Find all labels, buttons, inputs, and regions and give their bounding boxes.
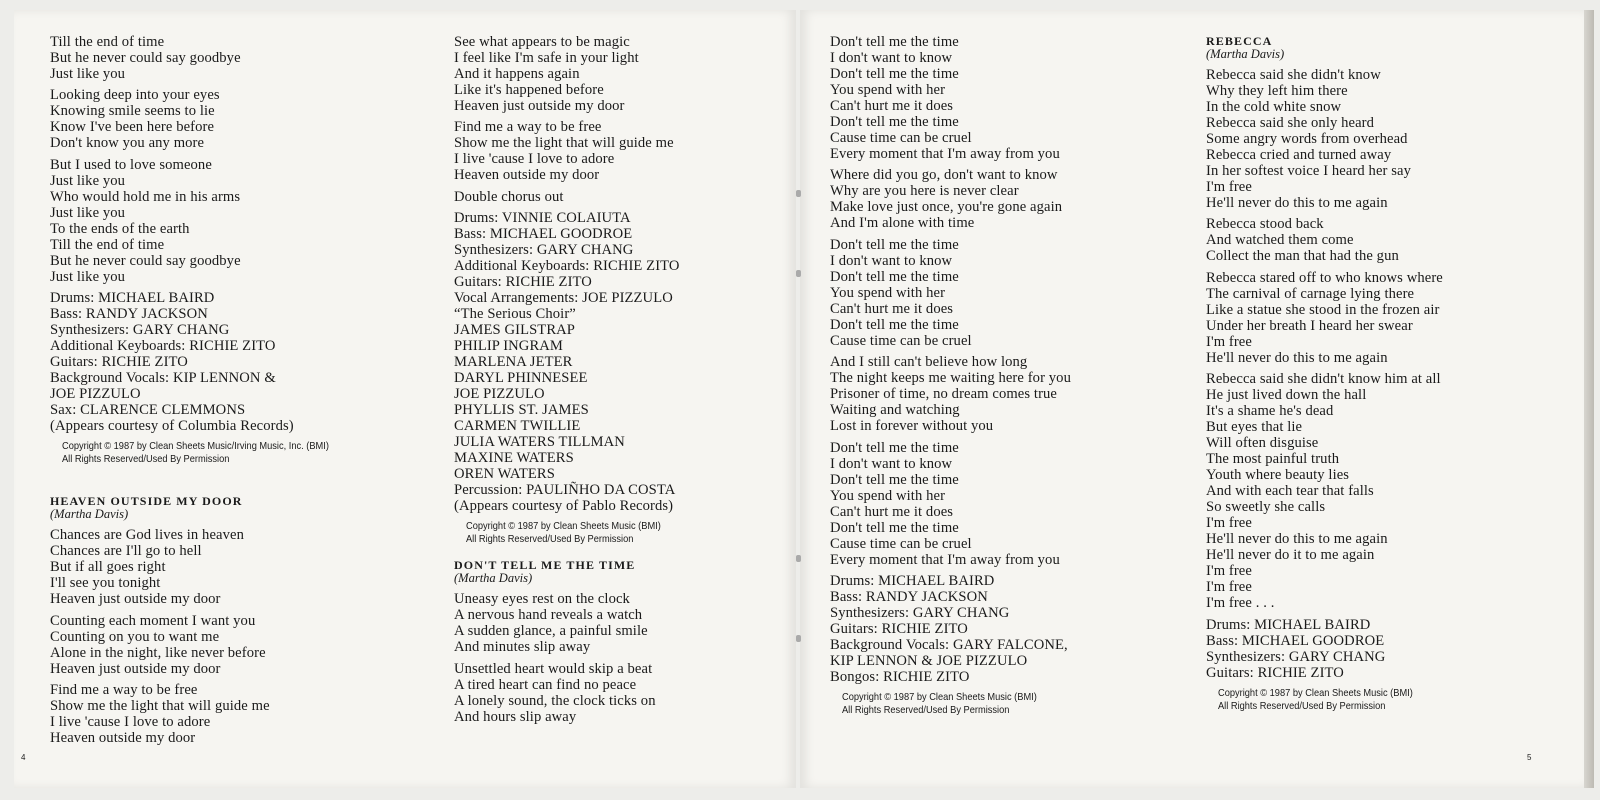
lyric-line: You spend with her	[830, 284, 946, 301]
lyric-line: Some angry words from overhead	[1206, 131, 1408, 147]
lyric-line: Don't tell me the time	[830, 34, 959, 50]
credit-line: Drums: MICHAEL BAIRD	[50, 290, 215, 307]
credit-line: Drums: MICHAEL BAIRD	[1206, 616, 1371, 633]
lyric-line: Chances are God lives in heaven	[50, 527, 244, 544]
lyric-line: Like a statue she stood in the frozen air	[1206, 301, 1440, 318]
lyric-line: He'll never do it to me again	[1206, 547, 1375, 564]
lyric-line: See what appears to be magic	[454, 34, 630, 50]
lyric-line: I'm free	[1206, 579, 1252, 596]
credit-line: “The Serious Choir”	[454, 306, 576, 323]
song-title: HEAVEN OUTSIDE MY DOOR	[50, 494, 243, 509]
lyric-line: The night keeps me waiting here for you	[830, 370, 1071, 387]
lyric-line: Every moment that I'm away from you	[830, 146, 1060, 162]
lyric-line: I feel like I'm safe in your light	[454, 50, 639, 66]
lyric-line: Heaven outside my door	[50, 729, 196, 746]
credit-line: Bass: MICHAEL GOODROE	[454, 226, 633, 243]
stanza	[454, 661, 794, 725]
credit-line: JULIA WATERS TILLMAN	[454, 434, 625, 451]
lyric-line: I'll see you tonight	[50, 575, 161, 592]
lyric-line: A tired heart can find no peace	[454, 676, 637, 693]
stanza	[830, 354, 1170, 434]
credit-line: Percussion: PAULIÑHO DA COSTA	[454, 482, 676, 499]
lyric-line: Uneasy eyes rest on the clock	[454, 591, 630, 608]
credit-line: KIP LENNON & JOE PIZZULO	[830, 652, 1028, 669]
lyric-line: But if all goes right	[50, 559, 166, 576]
stanza	[50, 682, 390, 746]
credit-line: Synthesizers: GARY CHANG	[1206, 648, 1386, 665]
credit-line: Sax: CLARENCE CLEMMONS	[50, 402, 246, 419]
lyric-line: In her softest voice I heard her say	[1206, 163, 1411, 179]
copyright-line: Copyright © 1987 by Clean Sheets Music (BMI)	[842, 691, 1037, 703]
lyric-line: And I still can't believe how long	[830, 354, 1028, 371]
stanza	[50, 157, 390, 285]
lyric-line: Like it's happened before	[454, 82, 604, 98]
stanza	[1206, 270, 1546, 366]
lyric-line: He just lived down the hall	[1206, 387, 1367, 404]
credit-line: MARLENA JETER	[454, 354, 573, 371]
lyric-line: Till the end of time	[50, 34, 165, 50]
credit-line: Background Vocals: KIP LENNON &	[50, 370, 276, 387]
lyric-line: Heaven just outside my door	[50, 591, 221, 608]
lyric-line: And I'm alone with time	[830, 215, 975, 232]
lyric-line: Youth where beauty lies	[1206, 467, 1350, 484]
lyric-line: Just like you	[50, 66, 126, 82]
credit-line: JOE PIZZULO	[50, 386, 141, 403]
lyric-line: Can't hurt me it does	[830, 300, 954, 317]
lyric-line: And with each tear that falls	[1206, 483, 1374, 500]
left-column-1	[50, 34, 390, 751]
lyric-line: In the cold white snow	[1206, 99, 1342, 115]
copyright-line: All Rights Reserved/Used By Permission	[842, 704, 1010, 716]
page-number: 5	[1527, 753, 1532, 762]
copyright-notice	[842, 691, 1137, 717]
lyric-line: Rebecca said she only heard	[1206, 115, 1375, 131]
stanza	[830, 237, 1170, 349]
lyric-line: Just like you	[50, 268, 126, 285]
credit-line: Bass: RANDY JACKSON	[50, 306, 208, 323]
lyric-line: Don't tell me the time	[830, 316, 959, 333]
stanza	[1206, 216, 1546, 264]
lyric-line: And watched them come	[1206, 232, 1354, 249]
credit-line: Guitars: RICHIE ZITO	[830, 620, 968, 637]
lyric-line: Lost in forever without you	[830, 418, 994, 435]
credit-line: PHILIP INGRAM	[454, 338, 563, 355]
lyric-line: Don't know you any more	[50, 135, 205, 152]
stanza	[50, 34, 390, 82]
lyric-line: But he never could say goodbye	[50, 50, 241, 66]
staple	[796, 555, 801, 562]
lyric-line: Prisoner of time, no dream comes true	[830, 386, 1058, 403]
lyric-line: Just like you	[50, 204, 126, 221]
stanza	[50, 613, 390, 677]
copyright-line: Copyright © 1987 by Clean Sheets Music/Irving Music, Inc. (BMI)	[62, 441, 329, 453]
lyric-line: Rebecca said she didn't know	[1206, 67, 1381, 83]
stanza	[1206, 371, 1546, 611]
credit-line: CARMEN TWILLIE	[454, 418, 581, 435]
staple	[796, 635, 801, 642]
lyric-line: I'm free	[1206, 333, 1252, 350]
lyric-line: But he never could say goodbye	[50, 252, 241, 269]
lyric-line: Don't tell me the time	[830, 268, 959, 285]
lyric-line: Cause time can be cruel	[830, 332, 972, 349]
credit-line: (Appears courtesy of Columbia Records)	[50, 418, 294, 435]
lyric-line: Chances are I'll go to hell	[50, 543, 202, 560]
stanza	[1206, 67, 1546, 211]
stanza	[830, 167, 1170, 231]
right-page	[800, 10, 1584, 788]
credits	[1206, 617, 1546, 681]
credit-line: Synthesizers: GARY CHANG	[830, 604, 1010, 621]
lyric-line: Heaven just outside my door	[454, 98, 625, 114]
stanza	[50, 87, 390, 151]
credit-line: Guitars: RICHIE ZITO	[50, 354, 188, 371]
lyric-line: Cause time can be cruel	[830, 130, 972, 146]
credit-line: OREN WATERS	[454, 466, 555, 483]
lyric-line: Will often disguise	[1206, 435, 1319, 452]
lyric-line: Don't tell me the time	[830, 519, 959, 536]
lyric-line: The most painful truth	[1206, 451, 1340, 468]
copyright-line: All Rights Reserved/Used By Permission	[466, 534, 634, 546]
lyric-line: Rebecca stared off to who knows where	[1206, 269, 1443, 286]
stanza	[50, 527, 390, 607]
lyric-line: A nervous hand reveals a watch	[454, 607, 643, 624]
lyric-line: I live 'cause I love to adore	[50, 713, 211, 730]
lyric-line: He'll never do this to me again	[1206, 195, 1388, 211]
copyright-notice	[466, 520, 761, 546]
lyric-line: And hours slip away	[454, 708, 577, 725]
copyright-notice	[1218, 687, 1513, 713]
lyric-line: Under her breath I heard her swear	[1206, 317, 1413, 334]
copyright-line: All Rights Reserved/Used By Permission	[1218, 700, 1386, 712]
lyric-line: Can't hurt me it does	[830, 98, 954, 114]
song-title: REBECCA	[1206, 34, 1273, 48]
credit-line: DARYL PHINNESEE	[454, 370, 588, 387]
credits	[50, 290, 390, 434]
copyright-notice	[62, 440, 357, 466]
credit-line: Bass: RANDY JACKSON	[830, 588, 988, 605]
lyric-line: I'm free	[1206, 515, 1252, 532]
lyric-line: He'll never do this to me again	[1206, 349, 1388, 366]
copyright-line: Copyright © 1987 by Clean Sheets Music (BMI)	[466, 521, 661, 533]
lyric-line: I'm free	[1206, 563, 1252, 580]
lyric-line: And minutes slip away	[454, 639, 591, 656]
left-column-2	[454, 34, 794, 730]
lyric-line: But I used to love someone	[50, 156, 212, 173]
lyric-line: Where did you go, don't want to know	[830, 167, 1058, 184]
credit-line: Additional Keyboards: RICHIE ZITO	[50, 338, 276, 355]
credit-line: Synthesizers: GARY CHANG	[454, 242, 634, 259]
lyric-line: I'm free . . .	[1206, 595, 1275, 612]
stanza	[830, 440, 1170, 568]
lyric-line: Why they left him there	[1206, 83, 1348, 99]
staple	[796, 270, 801, 277]
credit-line: PHYLLIS ST. JAMES	[454, 402, 589, 419]
lyric-line: Don't tell me the time	[830, 471, 959, 488]
lyric-line: I live 'cause I love to adore	[454, 151, 615, 168]
lyric-line: Rebecca stood back	[1206, 216, 1324, 233]
lyric-line: I don't want to know	[830, 455, 953, 472]
lyric-line: Don't tell me the time	[830, 236, 959, 253]
lyric-line: Every moment that I'm away from you	[830, 551, 1060, 568]
lyric-line: You spend with her	[830, 82, 946, 98]
stanza	[454, 591, 794, 655]
lyric-line: Show me the light that will guide me	[50, 697, 270, 714]
lyric-line: And it happens again	[454, 66, 580, 82]
lyric-line: Don't tell me the time	[830, 114, 959, 130]
lyric-line: So sweetly she calls	[1206, 499, 1326, 516]
lyric-line: Why are you here is never clear	[830, 183, 1019, 200]
stanza	[830, 34, 1170, 162]
lyric-line: Don't tell me the time	[830, 439, 959, 456]
song-author: (Martha Davis)	[1206, 47, 1285, 61]
credit-line: Vocal Arrangements: JOE PIZZULO	[454, 290, 673, 307]
lyric-line: Can't hurt me it does	[830, 503, 954, 520]
lyric-line: A sudden glance, a painful smile	[454, 623, 648, 640]
credit-line: MAXINE WATERS	[454, 450, 574, 467]
lyric-line: Alone in the night, like never before	[50, 644, 266, 661]
lyric-line: I don't want to know	[830, 252, 953, 269]
credit-line: Bass: MICHAEL GOODROE	[1206, 632, 1385, 649]
lyric-line: Collect the man that had the gun	[1206, 248, 1399, 265]
song-title: DON'T TELL ME THE TIME	[454, 558, 636, 573]
lyric-line: Counting each moment I want you	[50, 612, 256, 629]
lyric-line: Rebecca cried and turned away	[1206, 147, 1392, 163]
credit-line: Synthesizers: GARY CHANG	[50, 322, 230, 339]
lyric-line: Find me a way to be free	[454, 119, 602, 136]
stanza	[454, 119, 794, 183]
lyric-line: I don't want to know	[830, 50, 953, 66]
lyric-line: But eyes that lie	[1206, 419, 1303, 436]
stanza	[454, 189, 794, 205]
right-column-2	[1206, 34, 1546, 713]
lyric-line: You spend with her	[830, 487, 946, 504]
credit-line: Guitars: RICHIE ZITO	[454, 274, 592, 291]
lyric-line: Till the end of time	[50, 236, 165, 253]
page-number: 4	[21, 753, 26, 762]
lyric-line: It's a shame he's dead	[1206, 403, 1334, 420]
stanza	[454, 34, 794, 114]
booklet-edge	[1584, 10, 1594, 788]
lyric-line: Double chorus out	[454, 188, 564, 205]
credit-line: Drums: VINNIE COLAIUTA	[454, 210, 631, 227]
lyric-line: Who would hold me in his arms	[50, 188, 241, 205]
lyric-line: Cause time can be cruel	[830, 535, 972, 552]
lyric-line: Looking deep into your eyes	[50, 87, 220, 104]
lyric-line: Know I've been here before	[50, 119, 215, 136]
lyric-line: Unsettled heart would skip a beat	[454, 660, 653, 677]
lyric-line: Knowing smile seems to lie	[50, 103, 215, 120]
lyric-line: Counting on you to want me	[50, 628, 220, 645]
lyric-line: Heaven outside my door	[454, 167, 600, 184]
lyric-line: Show me the light that will guide me	[454, 135, 674, 152]
lyric-line: Don't tell me the time	[830, 66, 959, 82]
lyric-line: Find me a way to be free	[50, 681, 198, 698]
lyric-line: He'll never do this to me again	[1206, 531, 1388, 548]
staple	[796, 190, 801, 197]
lyric-line: A lonely sound, the clock ticks on	[454, 692, 656, 709]
credits	[454, 210, 794, 514]
left-page	[14, 10, 796, 788]
credit-line: Additional Keyboards: RICHIE ZITO	[454, 258, 680, 275]
lyric-line: Just like you	[50, 172, 126, 189]
credit-line: Background Vocals: GARY FALCONE,	[830, 636, 1068, 653]
song-author: (Martha Davis)	[50, 507, 129, 522]
song-author: (Martha Davis)	[454, 571, 533, 586]
credit-line: (Appears courtesy of Pablo Records)	[454, 498, 674, 515]
lyric-line: To the ends of the earth	[50, 220, 190, 237]
copyright-line: All Rights Reserved/Used By Permission	[62, 454, 230, 466]
lyric-line: The carnival of carnage lying there	[1206, 285, 1415, 302]
credits	[830, 573, 1170, 685]
lyric-line: Rebecca said she didn't know him at all	[1206, 371, 1441, 388]
lyric-line: I'm free	[1206, 179, 1252, 195]
credit-line: Drums: MICHAEL BAIRD	[830, 572, 995, 589]
credit-line: JAMES GILSTRAP	[454, 322, 576, 339]
lyric-line: Waiting and watching	[830, 402, 960, 419]
credit-line: Guitars: RICHIE ZITO	[1206, 664, 1344, 681]
credit-line: Bongos: RICHIE ZITO	[830, 668, 970, 685]
copyright-line: Copyright © 1987 by Clean Sheets Music (BMI)	[1218, 687, 1413, 699]
credit-line: JOE PIZZULO	[454, 386, 545, 403]
right-column-1	[830, 34, 1170, 717]
lyric-line: Make love just once, you're gone again	[830, 199, 1063, 216]
lyric-line: Heaven just outside my door	[50, 660, 221, 677]
